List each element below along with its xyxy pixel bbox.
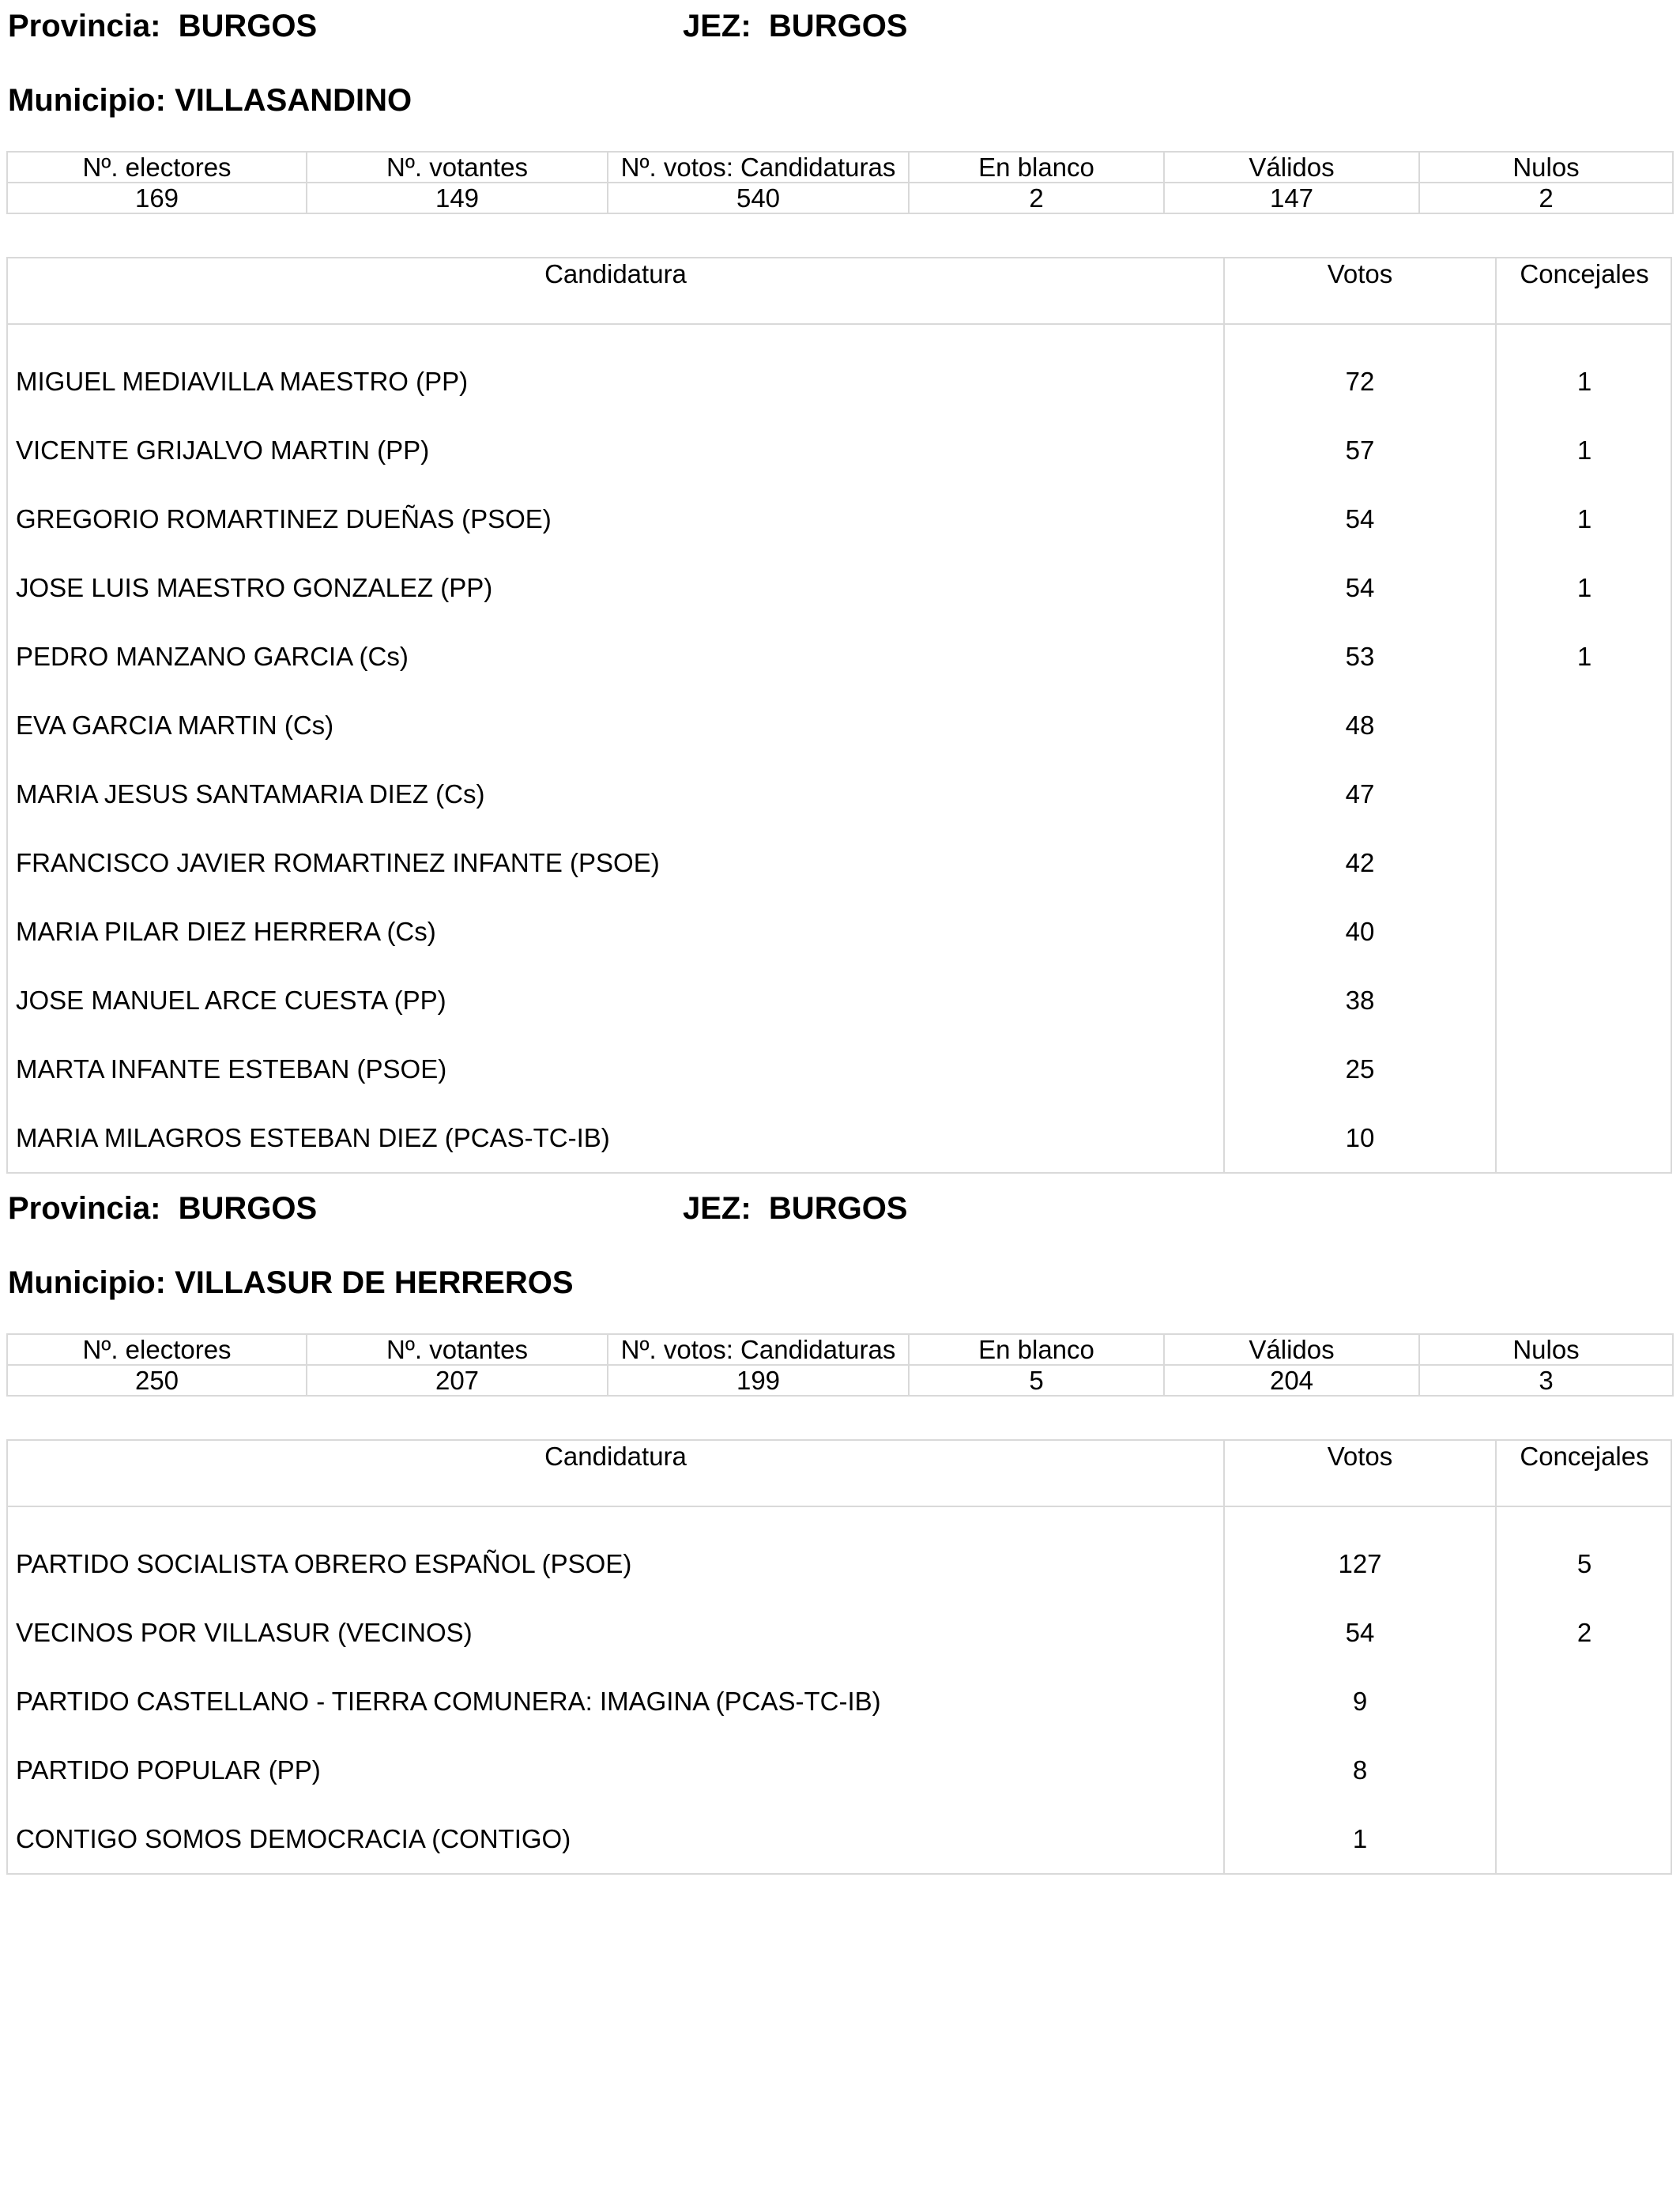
results-header-row [8, 258, 1671, 325]
summary-header-cell: Nulos [1419, 152, 1673, 183]
candidatura-cell: CONTIGO SOMOS DEMOCRACIA (CONTIGO) [16, 1824, 571, 1853]
summary-header-cell: Nº. votos: Candidaturas [608, 1334, 909, 1365]
results-header-row [8, 1441, 1671, 1507]
municipio-label: Municipio: [8, 1265, 166, 1300]
votos-cell: 10 [1223, 1103, 1495, 1172]
municipio-label: Municipio: [8, 83, 166, 118]
spacer-cell [8, 325, 1223, 347]
spacer-cell [1495, 325, 1672, 347]
votos-cell: 48 [1223, 691, 1495, 760]
concejales-cell: 1 [1495, 416, 1672, 484]
candidatura-cell: GREGORIO ROMARTINEZ DUEÑAS (PSOE) [16, 504, 552, 533]
jez-label: JEZ: [683, 1191, 751, 1226]
summary-table [6, 151, 1674, 214]
spacer-cell [8, 1507, 1223, 1529]
results-table [6, 1439, 1672, 1875]
municipio-value: VILLASANDINO [175, 83, 412, 118]
provincia-value: BURGOS [178, 9, 318, 43]
spacer-cell [1223, 325, 1495, 347]
votos-cell: 40 [1223, 897, 1495, 966]
candidatura-cell: JOSE MANUEL ARCE CUESTA (PP) [16, 986, 446, 1015]
summary-header-cell: En blanco [909, 1334, 1164, 1365]
table-row [8, 1598, 1671, 1667]
votos-cell: 127 [1223, 1529, 1495, 1598]
concejales-cell [1495, 1736, 1672, 1804]
votos-cell: 54 [1223, 484, 1495, 553]
concejales-cell: 1 [1495, 553, 1672, 622]
votos-cell: 54 [1223, 1598, 1495, 1667]
header-candidatura: Candidatura [544, 1442, 687, 1471]
table-row [8, 1035, 1671, 1103]
table-row [8, 897, 1671, 966]
summary-value-cell: 3 [1419, 1365, 1673, 1396]
summary-header-cell: Nº. votantes [307, 152, 608, 183]
jez-value: BURGOS [768, 9, 908, 43]
table-row [8, 1736, 1671, 1804]
provincia-heading [8, 1189, 317, 1227]
candidatura-cell: VICENTE GRIJALVO MARTIN (PP) [16, 435, 430, 465]
concejales-cell [1495, 1035, 1672, 1103]
summary-header-cell: Nº. votantes [307, 1334, 608, 1365]
summary-value-cell: 149 [307, 183, 608, 213]
concejales-cell: 1 [1495, 622, 1672, 691]
votos-cell: 1 [1223, 1804, 1495, 1873]
table-row [8, 1804, 1671, 1873]
candidatura-cell: MARIA PILAR DIEZ HERRERA (Cs) [16, 917, 436, 946]
table-row [8, 760, 1671, 828]
votos-cell: 72 [1223, 347, 1495, 416]
summary-table [6, 1333, 1674, 1397]
spacer-cell [1495, 1507, 1672, 1529]
votos-cell: 38 [1223, 966, 1495, 1035]
candidatura-cell: JOSE LUIS MAESTRO GONZALEZ (PP) [16, 573, 493, 602]
spacer-cell [1223, 1507, 1495, 1529]
municipio-heading [8, 81, 412, 119]
table-row [8, 828, 1671, 897]
concejales-cell: 1 [1495, 484, 1672, 553]
summary-value-row [7, 183, 1673, 213]
header-concejales: Concejales [1495, 1441, 1672, 1506]
concejales-cell [1495, 1804, 1672, 1873]
header-candidatura: Candidatura [544, 259, 687, 288]
votos-cell: 8 [1223, 1736, 1495, 1804]
municipio-value: VILLASUR DE HERREROS [175, 1265, 574, 1300]
table-row [8, 1103, 1671, 1172]
candidatura-cell: EVA GARCIA MARTIN (Cs) [16, 711, 334, 740]
concejales-cell: 5 [1495, 1529, 1672, 1598]
summary-value-row [7, 1365, 1673, 1396]
votos-cell: 57 [1223, 416, 1495, 484]
concejales-cell [1495, 828, 1672, 897]
votos-cell: 25 [1223, 1035, 1495, 1103]
summary-value-cell: 169 [7, 183, 307, 213]
summary-value-cell: 147 [1164, 183, 1419, 213]
concejales-cell [1495, 897, 1672, 966]
candidatura-cell: MARTA INFANTE ESTEBAN (PSOE) [16, 1054, 447, 1084]
candidatura-cell: PEDRO MANZANO GARCIA (Cs) [16, 642, 409, 671]
summary-value-cell: 204 [1164, 1365, 1419, 1396]
table-row [8, 1667, 1671, 1736]
summary-header-cell: Válidos [1164, 152, 1419, 183]
summary-header-cell: Nº. electores [7, 1334, 307, 1365]
votos-cell: 47 [1223, 760, 1495, 828]
jez-heading [683, 1189, 908, 1227]
summary-value-cell: 250 [7, 1365, 307, 1396]
provincia-label: Provincia: [8, 1191, 161, 1226]
table-row [8, 1529, 1671, 1598]
header-votos: Votos [1223, 1441, 1495, 1506]
table-row [8, 966, 1671, 1035]
concejales-cell: 2 [1495, 1598, 1672, 1667]
candidatura-cell: MARIA JESUS SANTAMARIA DIEZ (Cs) [16, 779, 485, 809]
table-row [8, 553, 1671, 622]
results-table [6, 257, 1672, 1174]
concejales-cell: 1 [1495, 347, 1672, 416]
summary-value-cell: 540 [608, 183, 909, 213]
header-concejales: Concejales [1495, 258, 1672, 323]
results-spacer [8, 325, 1671, 347]
concejales-cell [1495, 1103, 1672, 1172]
votos-cell: 54 [1223, 553, 1495, 622]
summary-value-cell: 199 [608, 1365, 909, 1396]
concejales-cell [1495, 1667, 1672, 1736]
summary-header-cell: Válidos [1164, 1334, 1419, 1365]
summary-value-cell: 2 [909, 183, 1164, 213]
summary-header-row [7, 152, 1673, 183]
table-row [8, 347, 1671, 416]
concejales-cell [1495, 760, 1672, 828]
summary-value-cell: 5 [909, 1365, 1164, 1396]
candidatura-cell: PARTIDO POPULAR (PP) [16, 1755, 321, 1785]
candidatura-cell: PARTIDO CASTELLANO - TIERRA COMUNERA: IMAGINA (PCAS-TC-IB) [16, 1687, 881, 1716]
summary-value-cell: 207 [307, 1365, 608, 1396]
summary-header-cell: Nº. electores [7, 152, 307, 183]
votos-cell: 42 [1223, 828, 1495, 897]
table-row [8, 622, 1671, 691]
summary-header-cell: En blanco [909, 152, 1164, 183]
results-spacer [8, 1507, 1671, 1529]
provincia-label: Provincia: [8, 9, 161, 43]
candidatura-cell: MIGUEL MEDIAVILLA MAESTRO (PP) [16, 367, 469, 396]
jez-heading [683, 7, 908, 45]
summary-value-cell: 2 [1419, 183, 1673, 213]
concejales-cell [1495, 966, 1672, 1035]
table-row [8, 416, 1671, 484]
jez-value: BURGOS [768, 1191, 908, 1226]
header-votos: Votos [1223, 258, 1495, 323]
votos-cell: 53 [1223, 622, 1495, 691]
candidatura-cell: VECINOS POR VILLASUR (VECINOS) [16, 1618, 473, 1647]
summary-header-cell: Nº. votos: Candidaturas [608, 152, 909, 183]
municipio-heading [8, 1264, 574, 1302]
table-row [8, 484, 1671, 553]
votos-cell: 9 [1223, 1667, 1495, 1736]
candidatura-cell: MARIA MILAGROS ESTEBAN DIEZ (PCAS-TC-IB) [16, 1123, 610, 1152]
summary-header-cell: Nulos [1419, 1334, 1673, 1365]
table-row [8, 691, 1671, 760]
provincia-heading [8, 7, 317, 45]
candidatura-cell: PARTIDO SOCIALISTA OBRERO ESPAÑOL (PSOE) [16, 1549, 632, 1578]
summary-header-row [7, 1334, 1673, 1365]
jez-label: JEZ: [683, 9, 751, 43]
provincia-value: BURGOS [178, 1191, 318, 1226]
concejales-cell [1495, 691, 1672, 760]
candidatura-cell: FRANCISCO JAVIER ROMARTINEZ INFANTE (PSOE) [16, 848, 660, 877]
